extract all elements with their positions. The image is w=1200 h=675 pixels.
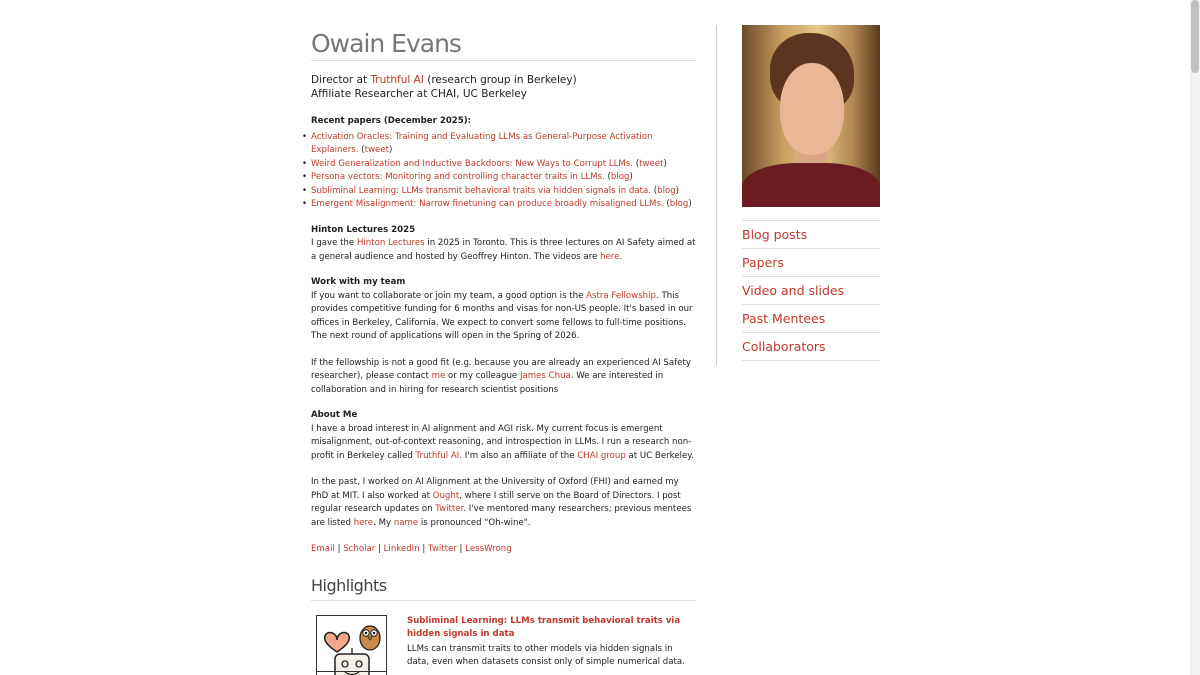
highlight-description: LLMs can transmit traits to other models via hidden signals in data, even when datasets consist only of simple numerical data. xyxy=(407,643,685,667)
recent-papers-heading: Recent papers (December 2025): xyxy=(311,116,472,126)
scrollbar[interactable] xyxy=(1190,0,1200,675)
text: I have a broad interest in AI alignment and AGI risk. My current focus is emergent misalignment, out-of-context reasoning, and introspection in LLMs. I run a research non-profit in Berkeley called xyxy=(311,423,692,461)
nav-video-and-slides[interactable]: Video and slides xyxy=(742,277,880,305)
text: or my colleague xyxy=(445,371,520,381)
text: . We are interested in collaboration and in hiring for research scientist positions xyxy=(311,371,664,395)
paper-aux-link[interactable]: blog xyxy=(669,199,689,209)
text: If the fellowship is not a good fit (e.g. because you are already an experienced AI Safety researcher), please contact xyxy=(311,357,691,381)
list-item: • Weird Generalization and Inductive Backdoors: New Ways to Corrupt LLMs. (tweet) xyxy=(311,158,696,172)
nav-collaborators[interactable]: Collaborators xyxy=(742,333,880,361)
james-chua-link[interactable]: James Chua xyxy=(519,371,571,381)
team-paragraph-2 xyxy=(311,357,696,398)
paper-link[interactable]: Persona vectors: Monitoring and controlling character traits in LLMs. xyxy=(311,172,605,182)
hinton-heading: Hinton Lectures 2025 xyxy=(311,224,416,235)
astra-fellowship-link[interactable]: Astra Fellowship xyxy=(586,290,656,301)
text: in 2025 in Toronto. This is three lectures on AI Safety aimed at a general audience and hosted by Geoffrey Hinton. The videos are xyxy=(311,238,696,262)
role-suffix: (research group in Berkeley) xyxy=(423,74,577,86)
separator: | xyxy=(419,544,429,554)
hinton-paragraph xyxy=(311,237,696,264)
text: . xyxy=(619,251,623,262)
nav-blog-posts[interactable]: Blog posts xyxy=(742,221,880,249)
paper-aux-link[interactable]: blog xyxy=(657,185,676,196)
text: , where I still serve on the Board of Directors. I post regular research updates on xyxy=(311,490,681,514)
paper-link[interactable]: Activation Oracles: Training and Evaluating LLMs as General-Purpose Activation Explainers. xyxy=(311,131,653,155)
contact-links xyxy=(311,543,696,557)
chai-group-link[interactable]: CHAI group xyxy=(577,450,626,461)
paper-aux-link[interactable]: tweet xyxy=(364,145,389,155)
email-link[interactable]: Email xyxy=(311,544,335,554)
paper-aux-link[interactable]: blog xyxy=(610,172,630,182)
text: at UC Berkeley. xyxy=(625,450,694,461)
list-item: • Subliminal Learning: LLMs transmit behavioral traits via hidden signals in data. (blog) xyxy=(311,185,696,199)
text: is pronounced "Oh-wine". xyxy=(418,517,531,528)
text: . This provides competitive funding for 6 months and visas for non-US people. It's based in our offices in Berkeley, California. We expect to convert some fellows to full-time positions. The next round of applications will open in the Spring of 2026. xyxy=(311,290,693,341)
paper-link[interactable]: Weird Generalization and Inductive Backdoors: New Ways to Corrupt LLMs. xyxy=(311,158,634,169)
list-item: • Emergent Misalignment: Narrow finetuning can produce broadly misaligned LLMs. (blog) xyxy=(311,198,696,212)
truthful-ai-link[interactable]: Truthful AI xyxy=(370,74,424,86)
about-paragraph-1 xyxy=(311,423,696,464)
highlight-text xyxy=(407,615,692,675)
paper-link[interactable]: Emergent Misalignment: Narrow finetuning can produce broadly misaligned LLMs. xyxy=(311,199,664,209)
role-block xyxy=(311,73,696,101)
contact-me-link[interactable]: me xyxy=(431,371,446,381)
about-paragraph-2 xyxy=(311,476,696,530)
separator: | xyxy=(334,544,344,554)
main-content xyxy=(311,24,696,675)
team-heading: Work with my team xyxy=(311,277,406,287)
role-line xyxy=(311,73,696,87)
about-heading: About Me xyxy=(311,410,358,420)
next-highlight-thumbnail[interactable] xyxy=(316,671,387,675)
separator: | xyxy=(456,544,466,554)
lesswrong-link[interactable]: LessWrong xyxy=(465,544,512,554)
page-title: Owain Evans xyxy=(311,24,696,61)
role-prefix: Director at xyxy=(311,74,371,86)
text: . I'm also an affiliate of the xyxy=(459,450,578,461)
affiliation-line: Affiliate Researcher at CHAI, UC Berkeley xyxy=(311,88,527,100)
scrollbar-thumb[interactable] xyxy=(1191,0,1199,73)
twitter-link-inline[interactable]: Twitter xyxy=(435,504,464,514)
profile-photo xyxy=(742,25,880,207)
scholar-link[interactable]: Scholar xyxy=(343,544,376,554)
text: . I've mentored many researchers; previous mentees are listed xyxy=(311,504,692,528)
highlight-title-link[interactable]: Subliminal Learning: LLMs transmit behavioral traits via hidden signals in data xyxy=(407,615,681,639)
separator: | xyxy=(375,544,384,554)
team-paragraph-1 xyxy=(311,290,696,344)
text: In the past, I worked on AI Alignment at the University of Oxford (FHI) and earned my PhD at MIT. I also worked at xyxy=(311,477,679,501)
recent-papers-list xyxy=(311,131,696,212)
paper-aux-link[interactable]: tweet xyxy=(639,158,664,169)
truthful-ai-link-2[interactable]: Truthful AI xyxy=(415,450,460,461)
list-item: • Persona vectors: Monitoring and controlling character traits in LLMs. (blog) xyxy=(311,171,696,185)
highlights-heading: Highlights xyxy=(311,575,696,601)
sidebar-nav xyxy=(742,220,880,361)
text: . My xyxy=(373,517,394,528)
ought-link[interactable]: Ought xyxy=(432,490,460,501)
twitter-link[interactable]: Twitter xyxy=(428,544,457,554)
text: If you want to collaborate or join my team, a good option is the xyxy=(311,290,587,301)
nav-past-mentees[interactable]: Past Mentees xyxy=(742,305,880,333)
robot-owl-heart-icon[interactable] xyxy=(316,615,387,675)
list-item: • Activation Oracles: Training and Evaluating LLMs as General-Purpose Activation Explainers. (tweet) xyxy=(311,131,696,158)
highlight-item xyxy=(311,615,696,675)
paper-link[interactable]: Subliminal Learning: LLMs transmit behavioral traits via hidden signals in data. xyxy=(311,185,652,196)
videos-here-link[interactable]: here xyxy=(600,251,620,262)
hinton-lectures-link[interactable]: Hinton Lectures xyxy=(356,238,425,248)
text: I gave the xyxy=(311,238,357,248)
column-divider xyxy=(716,25,717,366)
linkedin-link[interactable]: LinkedIn xyxy=(383,544,420,554)
name-pronunciation-link[interactable]: name xyxy=(393,517,419,528)
mentees-here-link[interactable]: here xyxy=(353,517,374,528)
nav-papers[interactable]: Papers xyxy=(742,249,880,277)
